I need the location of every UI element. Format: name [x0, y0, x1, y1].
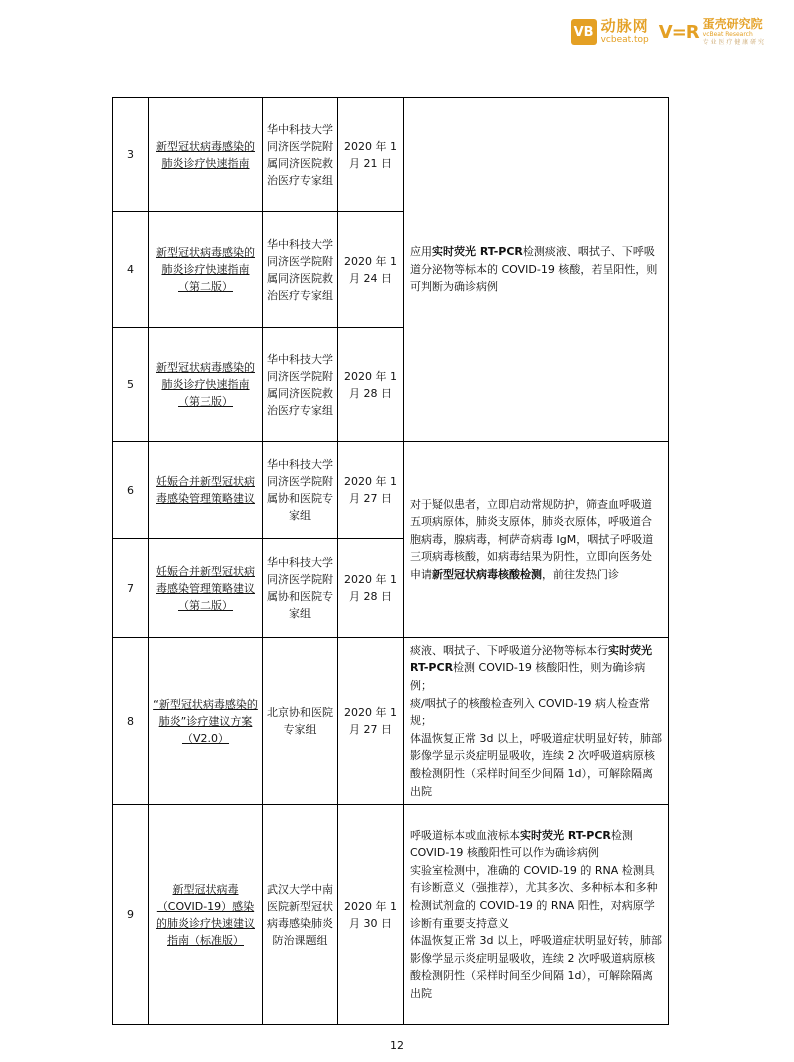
table-row [113, 638, 669, 805]
guideline-name: 新型冠状病毒（COVID-19）感染的肺炎诊疗快速建议指南（标准版） [149, 805, 263, 1025]
publish-date: 2020 年 1 月 24 日 [338, 212, 404, 328]
guideline-name: 新型冠状病毒感染的肺炎诊疗快速指南 [149, 98, 263, 212]
research-logo-name: 蛋壳研究院 [702, 17, 763, 31]
research-logo [659, 18, 764, 46]
issuing-organization: 华中科技大学同济医学院附属同济医院救治医疗专家组 [263, 328, 338, 442]
detection-method: 痰液、咽拭子、下呼吸道分泌物等标本行实时荧光 RT-PCR检测 COVID-19 核酸阳性，则为确诊病例； 痰/咽拭子的核酸检查列入 COVID-19 病人检查常规； 体温恢复正常 3d 以上，呼吸道症状明显好转，肺部影像学显示炎症明显吸收，连续 2 次呼吸道病原核酸检测阴性（采样时间至少间隔 1d），可解除隔离出院 [404, 638, 669, 805]
row-number: 6 [113, 442, 149, 539]
publish-date: 2020 年 1 月 28 日 [338, 328, 404, 442]
publish-date: 2020 年 1 月 28 日 [338, 539, 404, 638]
issuing-organization: 华中科技大学同济医学院附属协和医院专家组 [263, 539, 338, 638]
guideline-name: 新型冠状病毒感染的肺炎诊疗快速指南（第三版） [149, 328, 263, 442]
table-row [113, 98, 669, 212]
row-number: 3 [113, 98, 149, 212]
row-number: 5 [113, 328, 149, 442]
issuing-organization: 华中科技大学同济医学院附属协和医院专家组 [263, 442, 338, 539]
table-row [113, 442, 669, 539]
guideline-name: 新型冠状病毒感染的肺炎诊疗快速指南（第二版） [149, 212, 263, 328]
vcbeat-logo-mark: VB [571, 19, 597, 45]
vcbeat-logo [571, 19, 649, 45]
publish-date: 2020 年 1 月 30 日 [338, 805, 404, 1025]
row-number: 7 [113, 539, 149, 638]
issuing-organization: 武汉大学中南医院新型冠状病毒感染肺炎防治课题组 [263, 805, 338, 1025]
research-logo-tagline: 专 业 医 疗 健 康 研 究 [702, 39, 764, 46]
guideline-name: “新型冠状病毒感染的肺炎”诊疗建议方案（V2.0） [149, 638, 263, 805]
guideline-name: 妊娠合并新型冠状病毒感染管理策略建议 [149, 442, 263, 539]
row-number: 8 [113, 638, 149, 805]
row-number: 9 [113, 805, 149, 1025]
header-logos [571, 14, 764, 50]
research-logo-en: vcBeat Research [702, 31, 753, 38]
research-logo-mark: V=R [658, 21, 699, 43]
detection-method: 对于疑似患者，立即启动常规防护，筛查血呼吸道五项病原体，肺炎支原体，肺炎衣原体，呼吸道合胞病毒，腺病毒，柯萨奇病毒 IgM，咽拭子呼吸道三项病毒核酸，如病毒结果为阴性，立即向医务处申请新型冠状病毒核酸检测，前往发热门诊 [404, 442, 669, 638]
detection-method: 呼吸道标本或血液标本实时荧光 RT-PCR检测 COVID-19 核酸阳性可以作为确诊病例 实验室检测中，准确的 COVID-19 的 RNA 检测具有诊断意义（强推荐），尤其多次、多种标本和多种检测试剂盒的 COVID-19 的 RNA 阳性，对病原学诊断有重要支持意义 体温恢复正常 3d 以上，呼吸道症状明显好转，肺部影像学显示炎症明显吸收，连续 2 次呼吸道病原核酸检测阴性（采样时间至少间隔 1d），可解除隔离出院 [404, 805, 669, 1025]
issuing-organization: 北京协和医院专家组 [263, 638, 338, 805]
detection-method: 应用实时荧光 RT-PCR检测痰液、咽拭子、下呼吸道分泌物等标本的 COVID-19 核酸，若呈阳性，则可判断为确诊病例 [404, 98, 669, 442]
page-number: 12 [390, 1039, 404, 1052]
publish-date: 2020 年 1 月 27 日 [338, 638, 404, 805]
vcbeat-logo-url: vcbeat.top [600, 35, 649, 45]
publish-date: 2020 年 1 月 27 日 [338, 442, 404, 539]
guideline-table [112, 97, 669, 1025]
publish-date: 2020 年 1 月 21 日 [338, 98, 404, 212]
issuing-organization: 华中科技大学同济医学院附属同济医院救治医疗专家组 [263, 212, 338, 328]
issuing-organization: 华中科技大学同济医学院附属同济医院救治医疗专家组 [263, 98, 338, 212]
row-number: 4 [113, 212, 149, 328]
table-row [113, 805, 669, 1025]
guideline-name: 妊娠合并新型冠状病毒感染管理策略建议（第二版） [149, 539, 263, 638]
vcbeat-logo-name: 动脉网 [600, 17, 649, 35]
